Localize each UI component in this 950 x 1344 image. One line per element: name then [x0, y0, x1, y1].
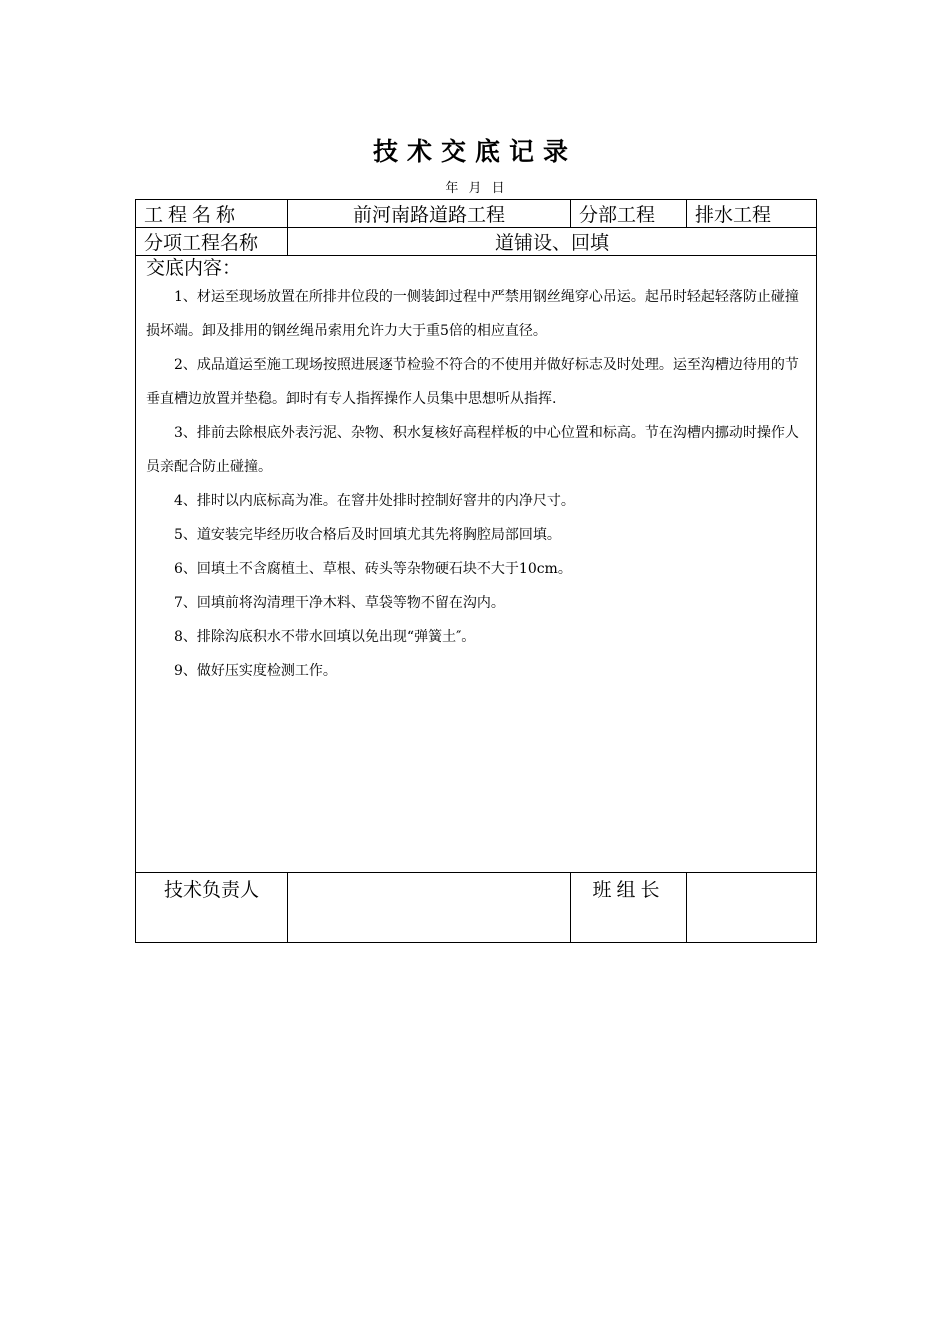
list-item: 2、成品道运至施工现场按照进展逐节检验不符合的不使用并做好标志及时处理。运至沟槽边待用的节垂直槽边放置并垫稳。卸时有专人指挥操作人员集中思想听从指挥. [146, 357, 799, 407]
tech-lead-label: 技术负责人 [136, 873, 288, 943]
project-name-label: 工程名称 [136, 200, 288, 228]
project-row [136, 200, 817, 228]
content-row [136, 256, 817, 873]
content-cell [136, 256, 817, 873]
list-item: 9、做好压实度检测工作。 [174, 663, 337, 679]
date-line: 年 月 日 [445, 181, 505, 196]
list-item: 1、材运至现场放置在所排井位段的一侧装卸过程中严禁用钢丝绳穿心吊运。起吊时轻起轻落防止碰撞损坏端。卸及排用的钢丝绳吊索用允许力大于重5倍的相应直径。 [146, 289, 799, 339]
document-title: 技术交底记录 [372, 137, 577, 166]
subitem-value: 道铺设、回填 [288, 228, 817, 256]
list-item: 6、回填土不含腐植土、草根、砖头等杂物硬石块不大于10cm。 [174, 561, 572, 577]
tech-lead-value [288, 873, 571, 943]
subitem-label: 分项工程名称 [136, 228, 288, 256]
division-value: 排水工程 [687, 200, 817, 228]
team-leader-value [687, 873, 817, 943]
subitem-row [136, 228, 817, 256]
list-item: 3、排前去除根底外表污泥、杂物、积水复核好高程样板的中心位置和标高。节在沟槽内挪动时操作人员亲配合防止碰撞。 [146, 425, 799, 475]
team-leader-label: 班组长 [571, 873, 687, 943]
signature-row [136, 873, 817, 943]
record-table [135, 199, 817, 943]
list-item: 5、道安装完毕经历收合格后及时回填尤其先将胸腔局部回填。 [174, 527, 561, 543]
list-item: 7、回填前将沟清理干净木料、草袋等物不留在沟内。 [174, 595, 505, 611]
division-label: 分部工程 [571, 200, 687, 228]
list-item: 8、排除沟底积水不带水回填以免出现“弹簧土″。 [174, 629, 476, 645]
project-name-value: 前河南路道路工程 [288, 200, 571, 228]
content-items [146, 280, 806, 688]
list-item: 4、排时以内底标高为准。在窨井处排时控制好窨井的内净尺寸。 [174, 493, 575, 509]
content-label: 交底内容： [146, 257, 242, 279]
